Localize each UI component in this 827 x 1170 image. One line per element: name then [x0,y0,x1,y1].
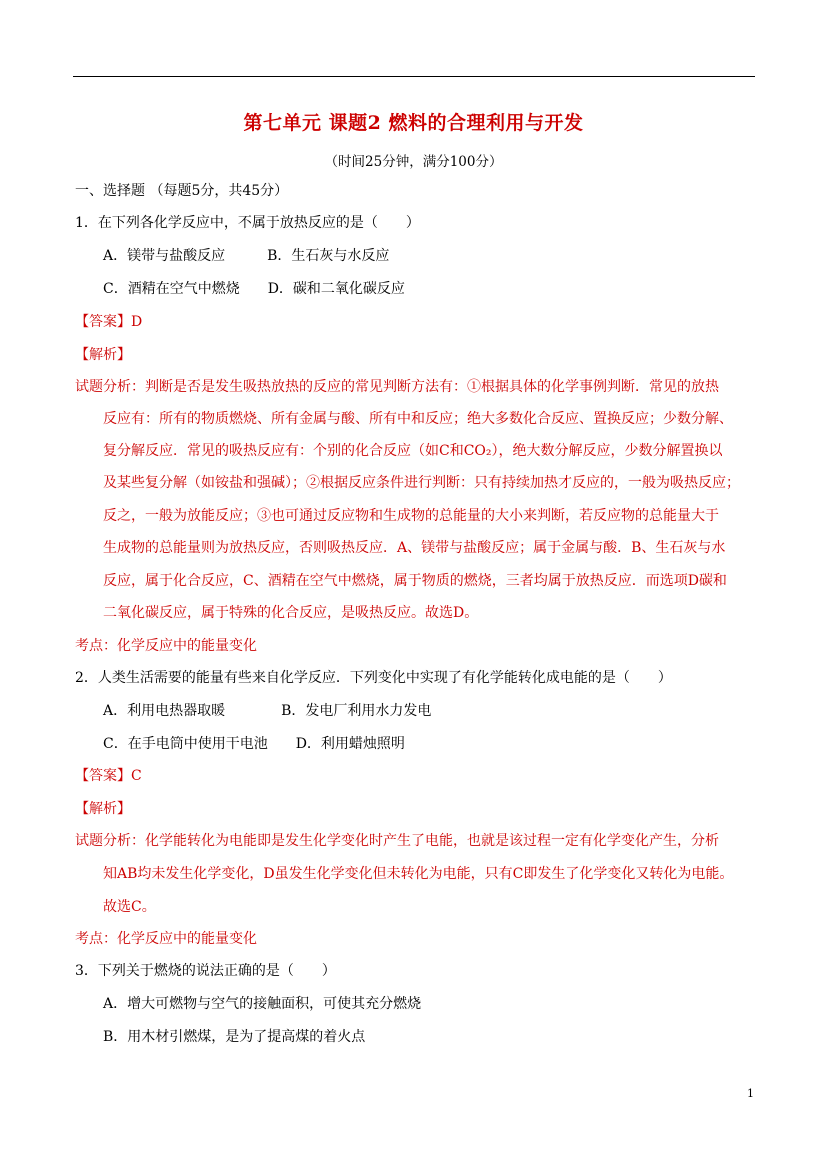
question-1-analysis-line: 及某些复分解（如铵盐和强碱）；②根据反应条件进行判断：只有持续加热才反应的，一般为吸热反应； [103,475,740,491]
document-title: 第七单元 课题2 燃料的合理利用与开发 [243,112,584,134]
question-2-kaodian: 考点：化学反应中的能量变化 [75,931,257,947]
question-3-stem: 3．下列关于燃烧的说法正确的是（ ） [75,963,336,979]
top-rule [73,76,755,77]
document-subtitle: （时间25分钟，满分100分） [324,154,503,170]
question-1-analysis-line: 反之，一般为放能反应；③也可通过反应物和生成物的总能量的大小来判断，若反应物的总能量大于 [103,508,719,524]
question-1-analysis-line: 二氧化碳反应，属于特殊的化合反应，是吸热反应。故选D。 [103,605,479,621]
question-2-analysis-line: 知AB均未发生化学变化，D虽发生化学变化但未转化为电能，只有C即发生了化学变化又转化为电能。 [103,866,734,882]
question-2-stem: 2．人类生活需要的能量有些来自化学反应．下列变化中实现了有化学能转化成电能的是（ ） [75,670,672,686]
question-2-options-ab: A．利用电热器取暖 B．发电厂利用水力发电 [103,703,432,719]
page-number: 1 [747,1087,754,1100]
question-1-stem: 1．在下列各化学反应中，不属于放热反应的是（ ） [75,215,420,231]
question-2-analysis-label: 【解析】 [75,801,131,817]
question-3-option-a: A．增大可燃物与空气的接触面积，可使其充分燃烧 [103,996,422,1012]
question-1-analysis-label: 【解析】 [75,347,131,363]
question-3-option-b: B．用木材引燃煤，是为了提高煤的着火点 [103,1029,366,1045]
question-1-analysis-line: 生成物的总能量则为放热反应，否则吸热反应．A、镁带与盐酸反应；属于金属与酸．B、生石灰与水 [103,540,726,556]
question-2-analysis-line: 试题分析：化学能转化为电能即是发生化学变化时产生了电能，也就是该过程一定有化学变化产生，分析 [75,833,719,849]
question-1-analysis-line: 反应有：所有的物质燃烧、所有金属与酸、所有中和反应；绝大多数化合反应、置换反应；少数分解、 [103,411,733,427]
question-1-analysis-line: 复分解反应．常见的吸热反应有：个别的化合反应（如C和CO₂），绝大数分解反应，少数分解置换以 [103,443,723,459]
question-2-analysis-line: 故选C。 [103,899,156,915]
question-1-options-cd: C．酒精在空气中燃烧 D．碳和二氧化碳反应 [103,281,405,297]
question-1-answer: 【答案】D [75,314,143,330]
question-2-options-cd: C．在手电筒中使用干电池 D．利用蜡烛照明 [103,736,405,752]
question-1-kaodian: 考点：化学反应中的能量变化 [75,638,257,654]
question-1-analysis-line: 反应，属于化合反应，C、酒精在空气中燃烧，属于物质的燃烧，三者均属于放热反应．而选项D碳和 [103,573,727,589]
question-2-answer: 【答案】C [75,768,142,784]
question-1-options-ab: A．镁带与盐酸反应 B．生石灰与水反应 [103,248,390,264]
question-1-analysis-line: 试题分析：判断是否是发生吸热放热的反应的常见判断方法有：①根据具体的化学事例判断．常见的放热 [75,379,719,395]
section-heading: 一、选择题 （每题5分，共45分） [75,183,289,199]
